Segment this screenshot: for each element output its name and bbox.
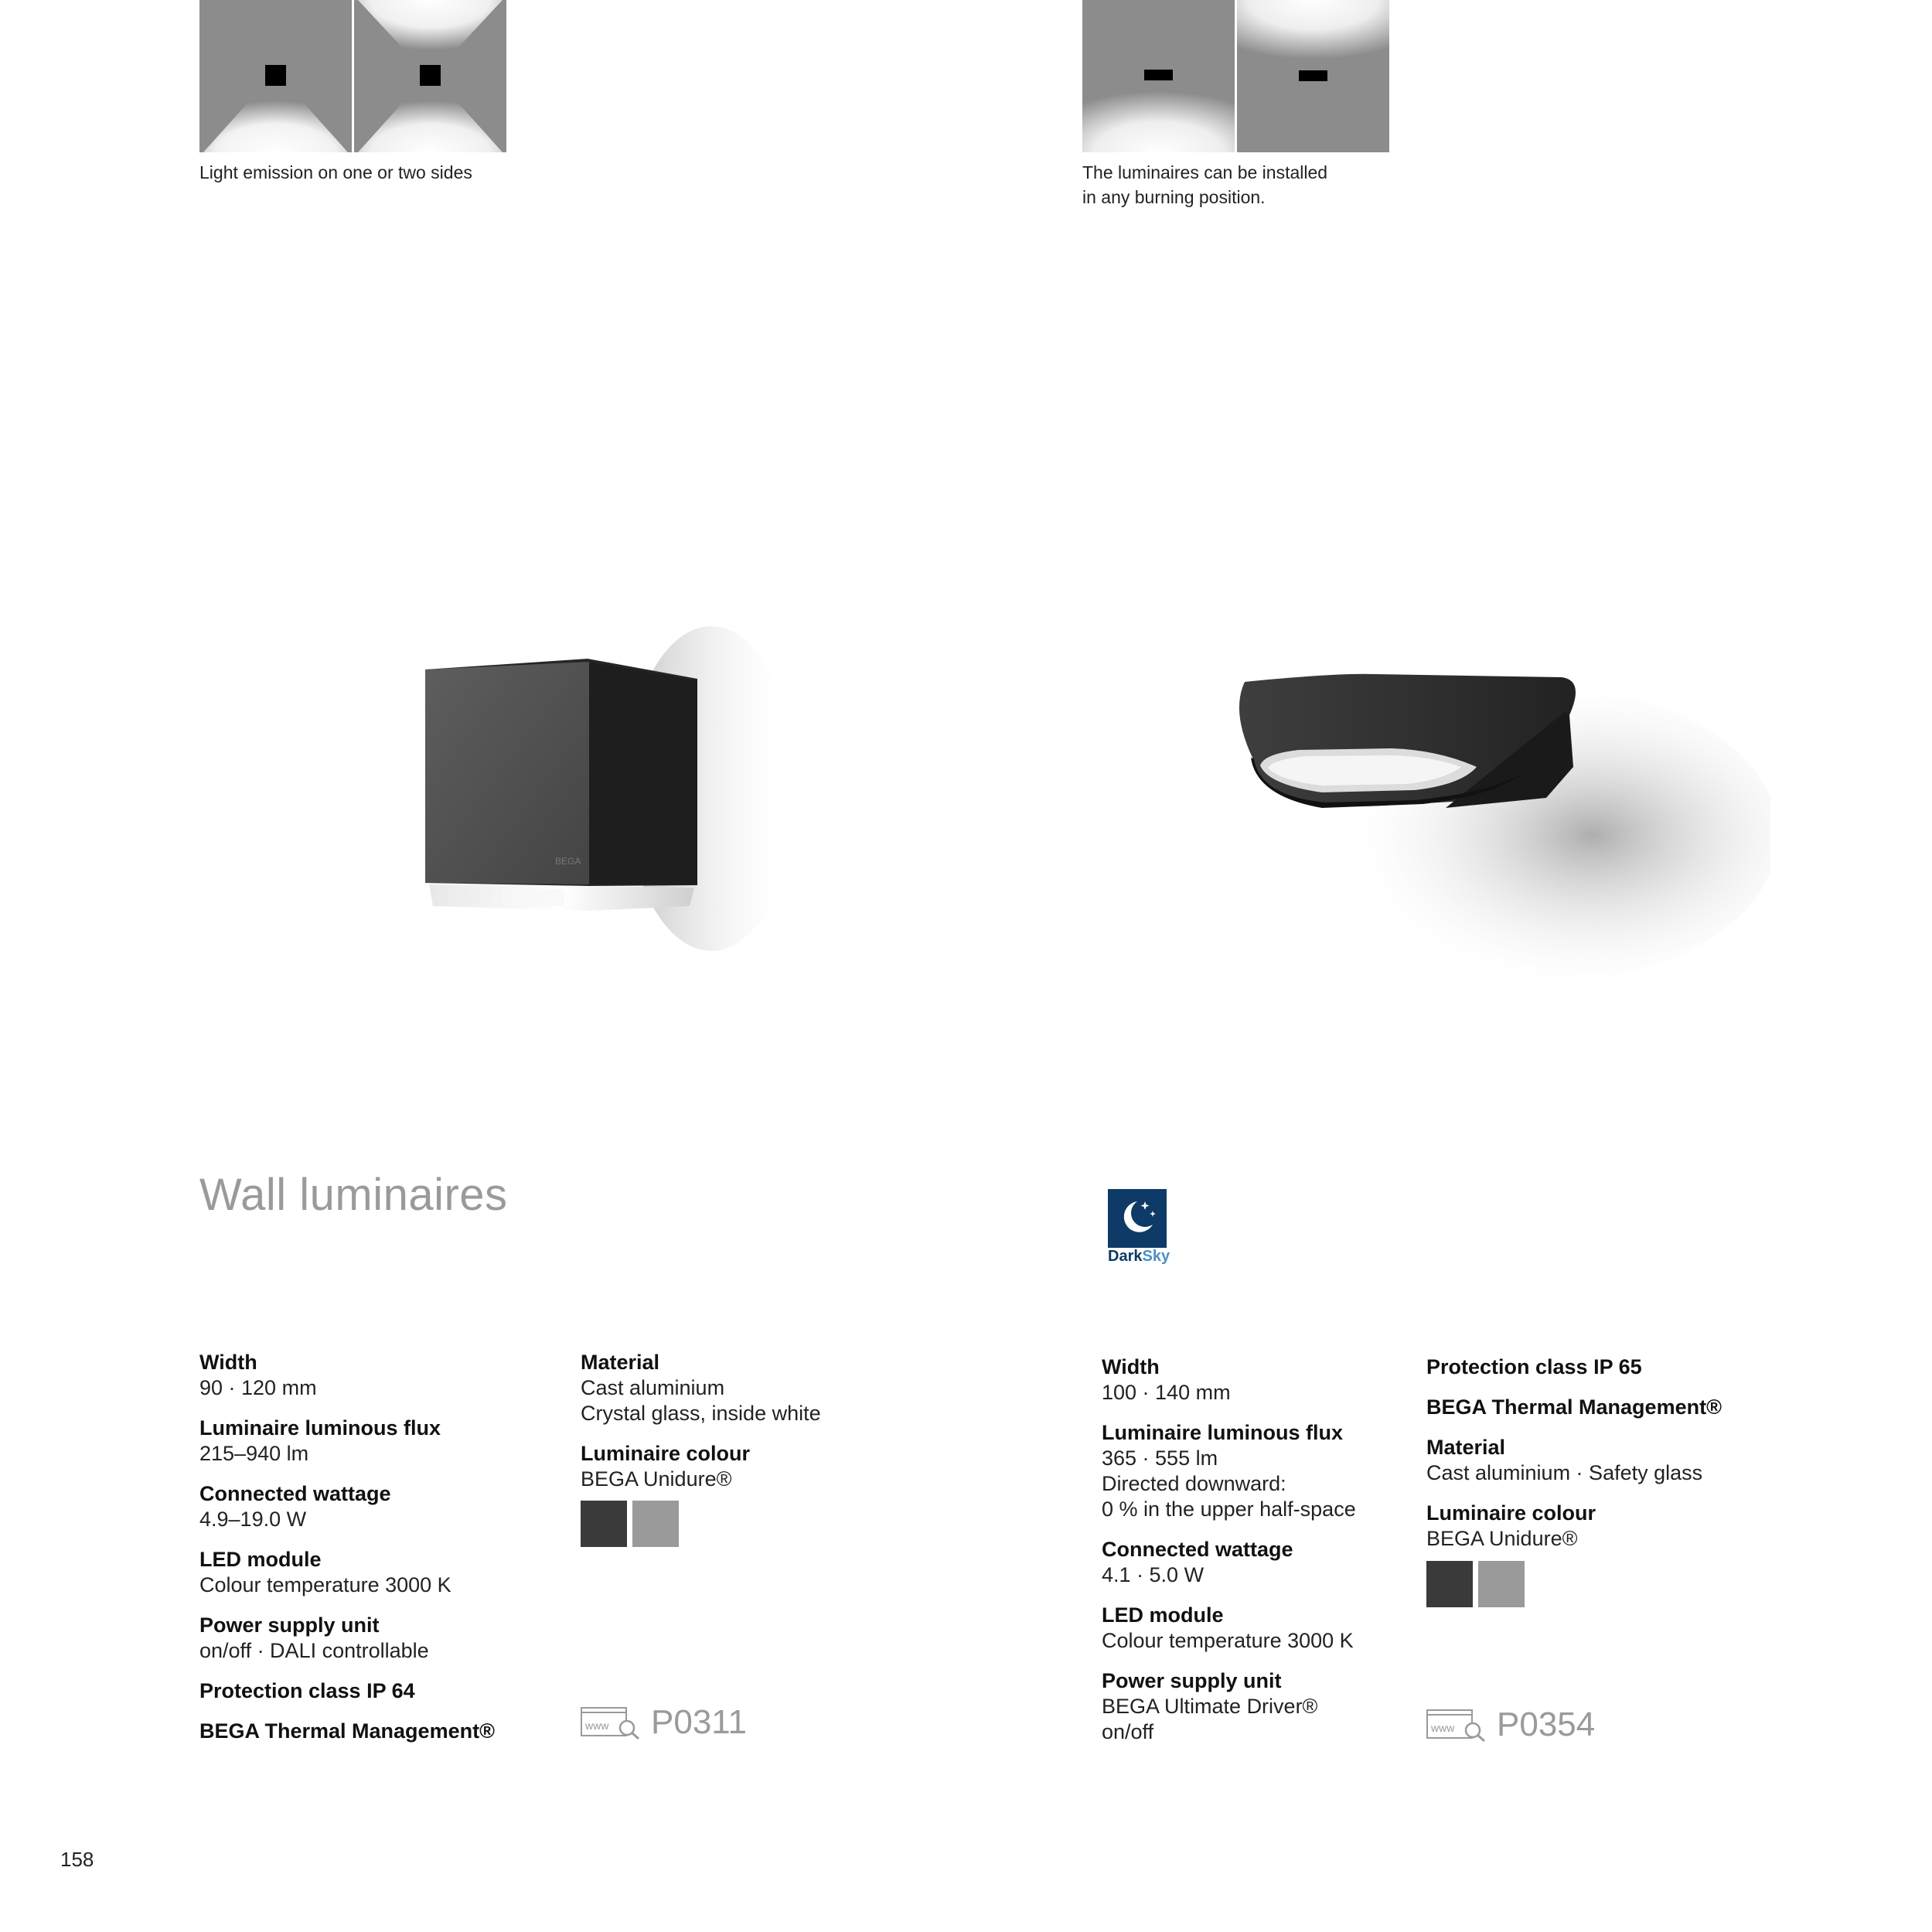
spec-label: Material [581, 1351, 660, 1374]
spec-block [1426, 1435, 1722, 1486]
spec-value: 4.9–19.0 W [199, 1508, 307, 1531]
spec-value: 215–940 lm [199, 1442, 309, 1465]
spec-label: Luminaire colour [581, 1442, 751, 1465]
spec-label: Protection class IP 64 [199, 1679, 415, 1702]
left-spec-col2 [581, 1350, 821, 1507]
svg-text:www: www [1431, 1722, 1455, 1734]
darksky-label [1108, 1248, 1170, 1266]
spec-label: LED module [1102, 1603, 1224, 1627]
spec-block [1102, 1603, 1356, 1654]
spec-value: Crystal glass, inside white [581, 1402, 821, 1425]
spec-block [199, 1416, 495, 1467]
darksky-sky: Sky [1142, 1248, 1170, 1265]
spec-block [1426, 1501, 1722, 1552]
spec-block [199, 1678, 495, 1704]
spec-block [199, 1350, 495, 1401]
burning-position-diagram-up [1237, 0, 1389, 152]
www-search-icon [581, 1706, 642, 1740]
spec-label: LED module [199, 1548, 322, 1571]
right-swatch-anthracite [1426, 1561, 1473, 1607]
spec-label: Power supply unit [1102, 1669, 1282, 1692]
spec-value: Cast aluminium [581, 1376, 725, 1399]
right-spec-col1 [1102, 1354, 1356, 1760]
spec-value: Colour temperature 3000 K [1102, 1629, 1354, 1652]
spec-value: Cast aluminium · Safety glass [1426, 1461, 1703, 1484]
spec-value: 4.1 · 5.0 W [1102, 1563, 1205, 1586]
spec-block [1102, 1354, 1356, 1406]
moon-stars-icon [1108, 1189, 1167, 1248]
right-spec-col2 [1426, 1354, 1722, 1566]
spec-value: on/off [1102, 1720, 1154, 1743]
spec-label: Luminaire luminous flux [199, 1416, 441, 1440]
spec-value: 365 · 555 lm [1102, 1446, 1218, 1470]
spec-value: on/off · DALI controllable [199, 1639, 429, 1662]
spec-label: BEGA Thermal Management® [1426, 1395, 1722, 1419]
svg-text:BEGA: BEGA [555, 856, 581, 867]
section-title: Wall luminaires [199, 1170, 508, 1220]
spec-value: 100 · 140 mm [1102, 1381, 1231, 1404]
left-swatch-anthracite [581, 1501, 627, 1547]
spec-block [1102, 1537, 1356, 1588]
spec-block [199, 1719, 495, 1744]
half-round-wall-luminaire-image [1183, 634, 1770, 1005]
spec-value: BEGA Ultimate Driver® [1102, 1695, 1318, 1718]
darksky-dark: Dark [1108, 1248, 1143, 1265]
spec-block [1102, 1420, 1356, 1522]
cube-wall-luminaire-image [387, 618, 819, 974]
spec-label: Power supply unit [199, 1613, 380, 1637]
spec-label: Width [199, 1351, 257, 1374]
right-caption-line1: The luminaires can be installed [1082, 162, 1328, 182]
right-swatch-silver [1478, 1561, 1525, 1607]
www-search-icon [1426, 1709, 1488, 1743]
darksky-logo [1108, 1189, 1167, 1248]
right-caption-line2: in any burning position. [1082, 187, 1266, 207]
spec-label: BEGA Thermal Management® [199, 1719, 495, 1743]
spec-block [581, 1350, 821, 1426]
left-swatch-silver [632, 1501, 679, 1547]
light-emission-diagram-two-sides [354, 0, 506, 152]
right-product-code[interactable]: P0354 [1497, 1705, 1596, 1743]
light-emission-diagram-one-side [199, 0, 352, 152]
spec-value: BEGA Unidure® [1426, 1527, 1578, 1550]
left-caption: Light emission on one or two sides [199, 162, 472, 182]
left-product-code[interactable]: P0311 [651, 1703, 747, 1741]
spec-block [1426, 1395, 1722, 1420]
spec-block [199, 1481, 495, 1532]
spec-label: Connected wattage [1102, 1538, 1293, 1561]
spec-value: Colour temperature 3000 K [199, 1573, 451, 1596]
left-spec-col1 [199, 1350, 495, 1759]
spec-value: BEGA Unidure® [581, 1467, 732, 1491]
spec-block [1426, 1354, 1722, 1380]
svg-text:www: www [585, 1719, 609, 1732]
spec-label: Luminaire colour [1426, 1501, 1596, 1525]
spec-label: Connected wattage [199, 1482, 391, 1505]
spec-label: Protection class IP 65 [1426, 1355, 1642, 1378]
right-caption [1082, 160, 1327, 210]
spec-block [1102, 1668, 1356, 1745]
spec-label: Luminaire luminous flux [1102, 1421, 1344, 1444]
spec-block [199, 1613, 495, 1664]
burning-position-diagram-down [1082, 0, 1235, 152]
spec-block [199, 1547, 495, 1598]
spec-value: Directed downward: [1102, 1472, 1286, 1495]
page-number: 158 [60, 1848, 94, 1871]
spec-block [581, 1441, 821, 1492]
spec-value: 90 · 120 mm [199, 1376, 317, 1399]
spec-label: Width [1102, 1355, 1160, 1378]
spec-value: 0 % in the upper half-space [1102, 1498, 1356, 1521]
spec-label: Material [1426, 1436, 1506, 1459]
